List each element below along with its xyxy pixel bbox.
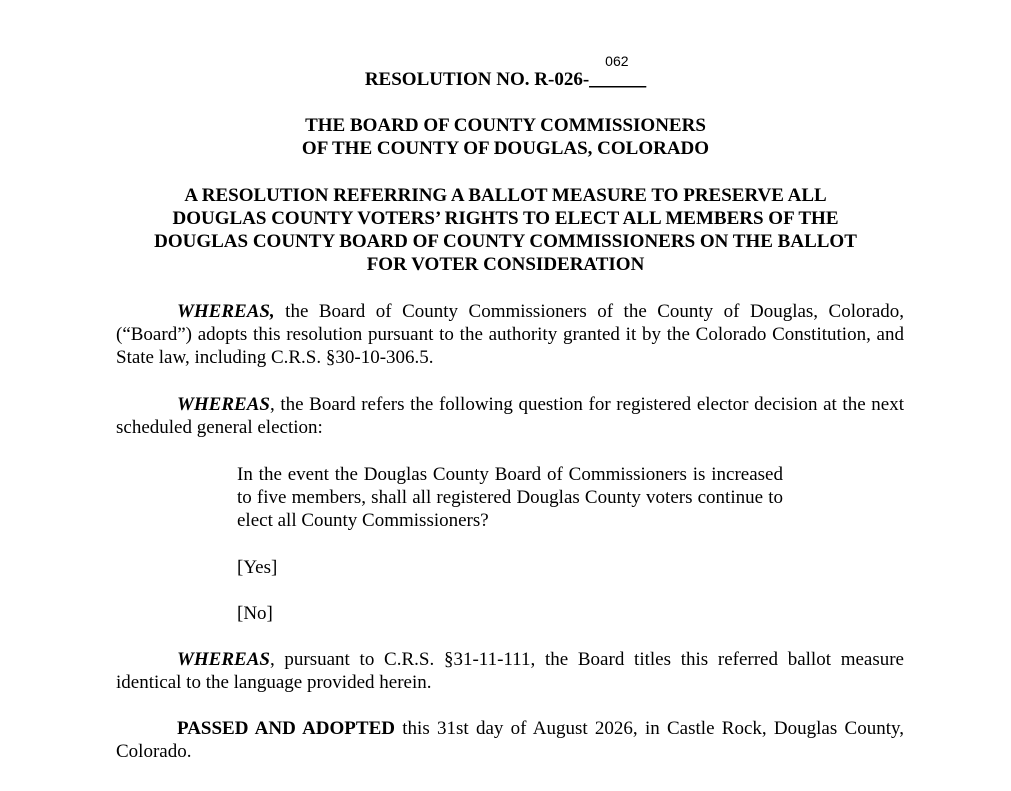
resolution-number-heading: [0, 53, 1011, 91]
resolution-number-prefix: RESOLUTION NO. R-026-: [364, 69, 590, 90]
paragraph-text: the Board of County Commissioners of the County of Douglas, Colorado, (“Board”) adopts this resolution pursuant to the authority granted it by the Colorado Constitution, and State law, including C.R.S. §30-10-306.5.: [116, 301, 904, 368]
resolution-title: [0, 184, 1011, 276]
passed-and-adopted-keyword: PASSED AND ADOPTED: [177, 718, 395, 739]
board-heading: [0, 114, 1011, 160]
paragraph-text: , pursuant to C.R.S. §31-11-111, the Board titles this referred ballot measure identical to the language provided herein.: [116, 649, 904, 693]
resolution-title-line-2: DOUGLAS COUNTY VOTERS’ RIGHTS TO ELECT ALL MEMBERS OF THE: [172, 208, 839, 229]
ballot-question: In the event the Douglas County Board of Commissioners is increased to five members, shall all registered Douglas County voters continue to elect all County Commissioners?: [237, 464, 783, 531]
handwritten-resolution-number: 062: [605, 53, 629, 69]
whereas-keyword: WHEREAS,: [177, 301, 275, 322]
paragraph-text: this 31st day of August 2026, in Castle Rock, Douglas County, Colorado.: [116, 718, 905, 762]
board-heading-line-1: THE BOARD OF COUNTY COMMISSIONERS: [305, 115, 706, 136]
ballot-option-yes: [Yes]: [237, 557, 278, 578]
whereas-paragraph-title: [116, 648, 904, 694]
resolution-number-underline: ______: [589, 69, 647, 90]
resolution-number-blank: [589, 53, 647, 91]
board-heading-line-2: OF THE COUNTY OF DOUGLAS, COLORADO: [301, 138, 710, 159]
paragraph-text: , the Board refers the following question for registered elector decision at the next scheduled general election:: [116, 394, 904, 438]
resolution-title-line-4: FOR VOTER CONSIDERATION: [366, 254, 645, 275]
resolution-title-line-1: A RESOLUTION REFERRING A BALLOT MEASURE TO PRESERVE ALL: [184, 185, 827, 206]
resolution-title-line-3: DOUGLAS COUNTY BOARD OF COUNTY COMMISSIONERS ON THE BALLOT: [154, 231, 857, 252]
passed-and-adopted-paragraph: [116, 717, 904, 763]
whereas-keyword: WHEREAS: [177, 394, 270, 415]
whereas-paragraph-authority: [116, 300, 904, 369]
whereas-keyword: WHEREAS: [177, 649, 270, 670]
whereas-paragraph-referral: [116, 393, 904, 439]
ballot-option-no: [No]: [237, 603, 273, 624]
